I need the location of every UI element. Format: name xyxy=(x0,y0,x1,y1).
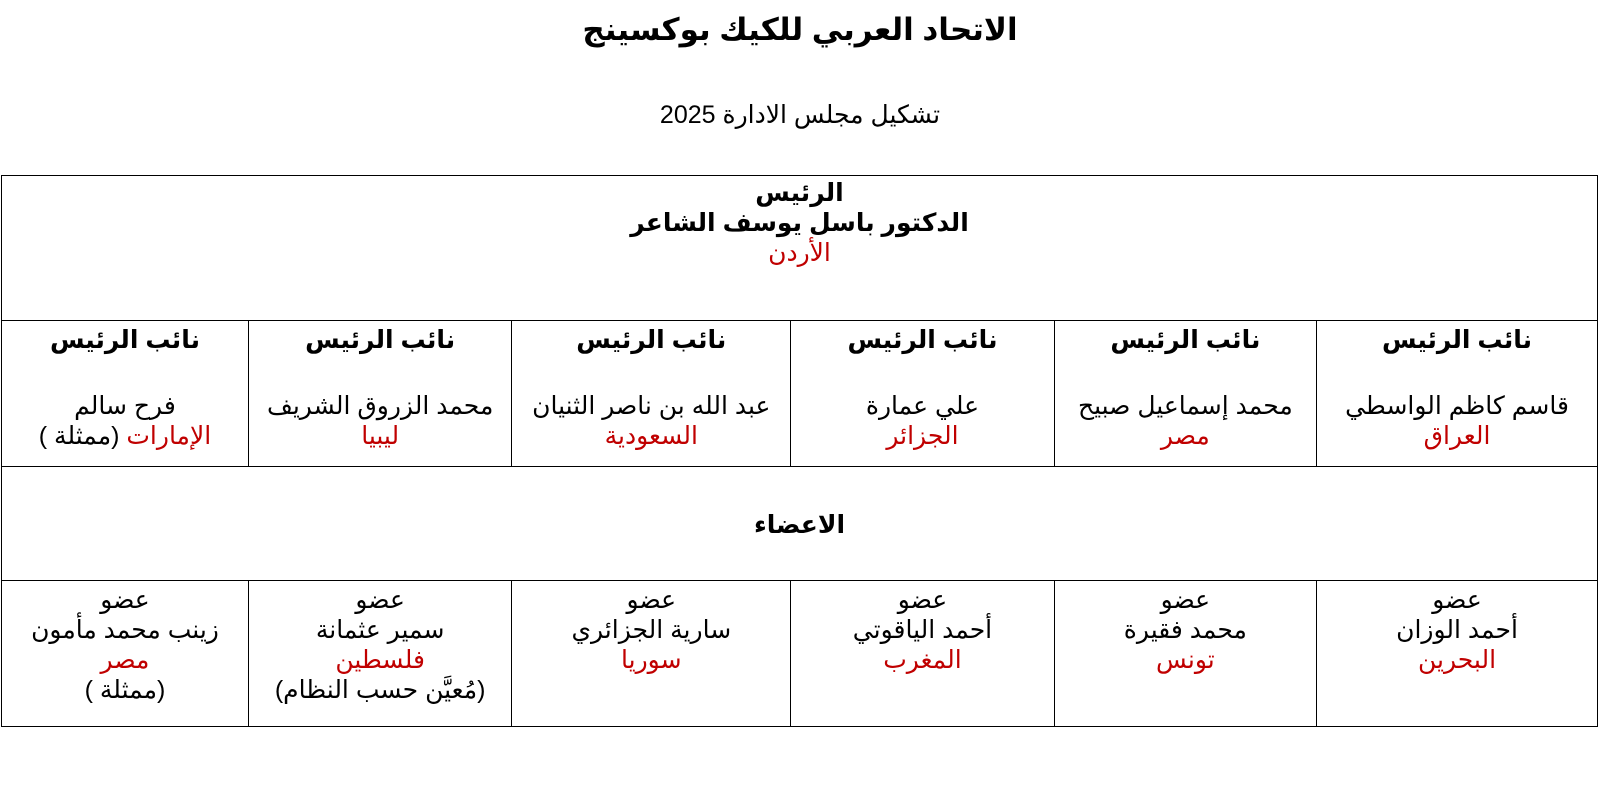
member-country: البحرين xyxy=(1418,646,1497,674)
member-role: عضو xyxy=(355,586,405,614)
member-role: عضو xyxy=(100,586,150,614)
vice-president-country: العراق xyxy=(1423,422,1491,450)
member-role: عضو xyxy=(897,586,948,614)
member-note: (ممثلة ) xyxy=(84,676,166,704)
document-subtitle: تشكيل مجلس الادارة 2025 xyxy=(659,101,941,129)
vice-president-role: نائب الرئيس xyxy=(576,326,727,354)
member-name: محمد فقيرة xyxy=(1123,616,1247,644)
vice-president-cell xyxy=(512,321,791,467)
member-role: عضو xyxy=(1432,586,1482,614)
vice-president-country: السعودية xyxy=(604,422,698,450)
president-row xyxy=(2,176,1598,321)
member-name: أحمد الوزان xyxy=(1396,616,1518,644)
member-country: فلسطين xyxy=(335,646,425,674)
member-cell xyxy=(248,581,511,727)
president-cell xyxy=(2,176,1598,321)
member-name: سمير عثمانة xyxy=(315,616,445,644)
member-role: عضو xyxy=(626,586,677,614)
vice-president-name: محمد إسماعيل صبيح xyxy=(1077,392,1293,420)
member-cell xyxy=(1317,581,1598,727)
vice-president-role: نائب الرئيس xyxy=(305,326,456,354)
vice-president-cell xyxy=(1054,321,1316,467)
vice-president-role: نائب الرئيس xyxy=(1110,326,1261,354)
vice-president-name: علي عمارة xyxy=(865,392,980,420)
vice-president-role: نائب الرئيس xyxy=(49,326,200,354)
vice-president-name: عبد الله بن ناصر الثنيان xyxy=(532,392,771,420)
vice-president-role: نائب الرئيس xyxy=(1382,326,1533,354)
members-row xyxy=(2,581,1598,727)
member-country: المغرب xyxy=(883,646,962,674)
vice-president-country: مصر xyxy=(1160,422,1210,450)
members-heading-row xyxy=(2,467,1598,581)
vice-president-cell xyxy=(248,321,511,467)
president-name: الدكتور باسل يوسف الشاعر xyxy=(630,209,969,237)
member-country: تونس xyxy=(1155,646,1215,674)
member-name: سارية الجزائري xyxy=(571,616,732,644)
member-country: سوريا xyxy=(621,646,682,674)
vice-president-country: الإمارات xyxy=(126,422,212,450)
vice-president-country: الجزائر xyxy=(886,422,959,450)
member-country: مصر xyxy=(100,646,150,674)
member-name: زينب محمد مأمون xyxy=(31,616,219,644)
document-title: الاتحاد العربي للكيك بوكسينج xyxy=(582,12,1018,47)
vice-president-name: محمد الزروق الشريف xyxy=(266,392,494,420)
president-country: الأردن xyxy=(768,239,831,267)
president-role: الرئيس xyxy=(755,179,844,207)
member-note: (مُعيَّن حسب النظام) xyxy=(274,676,486,704)
members-heading: الاعضاء xyxy=(753,511,846,539)
member-cell xyxy=(512,581,791,727)
vice-president-name: قاسم كاظم الواسطي xyxy=(1345,392,1569,420)
vice-president-note: (ممثلة ) xyxy=(38,422,120,450)
vice-president-country-line xyxy=(2,421,248,451)
members-heading-cell xyxy=(2,467,1598,581)
vice-president-cell xyxy=(791,321,1054,467)
member-cell xyxy=(791,581,1054,727)
vice-president-cell xyxy=(2,321,249,467)
board-table xyxy=(1,175,1598,727)
member-cell xyxy=(2,581,249,727)
vice-presidents-row xyxy=(2,321,1598,467)
member-role: عضو xyxy=(1160,586,1211,614)
member-cell xyxy=(1054,581,1316,727)
vice-president-cell xyxy=(1317,321,1598,467)
member-name: أحمد الياقوتي xyxy=(852,616,993,644)
vice-president-name: فرح سالم xyxy=(74,392,176,420)
vice-president-country: ليبيا xyxy=(361,422,400,450)
vice-president-role: نائب الرئيس xyxy=(847,326,998,354)
